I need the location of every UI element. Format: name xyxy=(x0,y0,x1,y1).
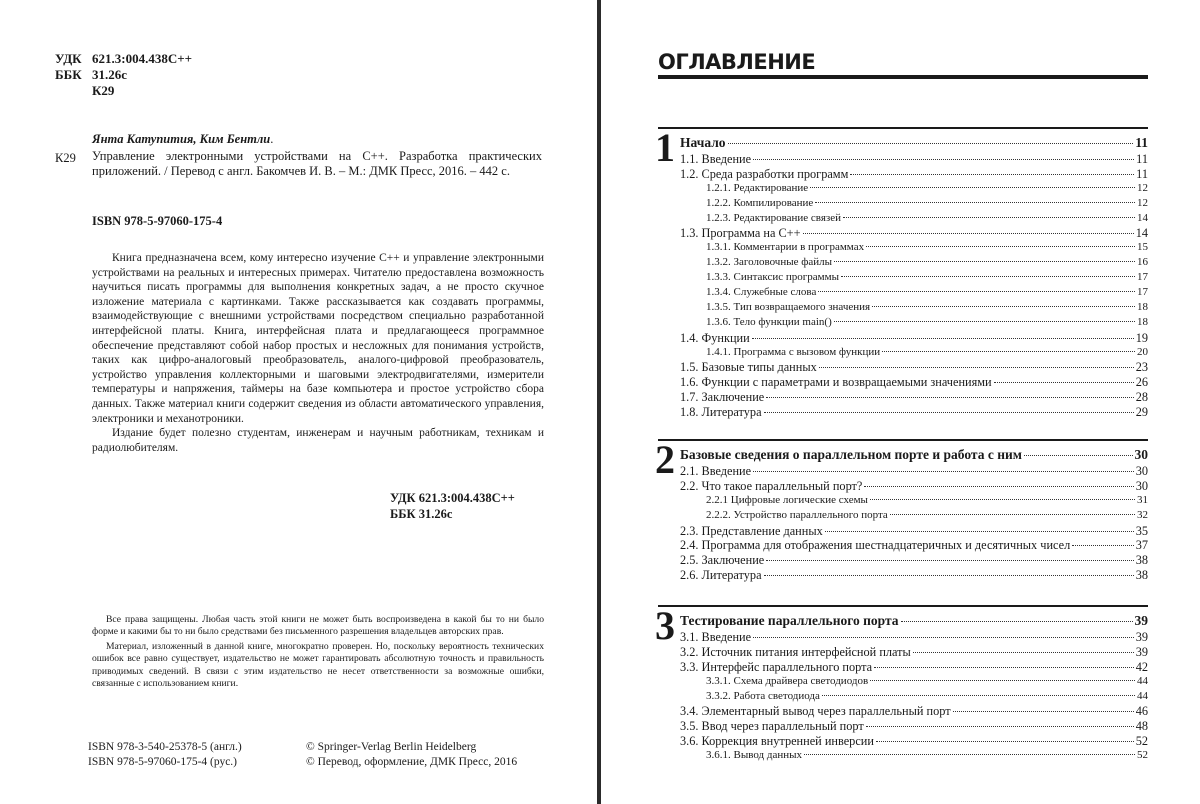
udk-bottom: УДК 621.3:004.438C++ xyxy=(390,491,515,505)
toc-entry[interactable] xyxy=(680,538,1148,553)
toc-entry-page: 20 xyxy=(1137,345,1148,358)
classification-block xyxy=(55,51,192,99)
toc-entry[interactable] xyxy=(680,135,1148,152)
toc-leader-dots xyxy=(874,667,1134,668)
toc-entry[interactable] xyxy=(680,316,1148,331)
toc-entry[interactable] xyxy=(680,613,1148,630)
toc-entry[interactable] xyxy=(680,660,1148,675)
abstract-paragraph: Издание будет полезно студентам, инженерам и научным работникам, техникам и радиолюбителям. xyxy=(92,427,544,454)
toc-entry-title: 1.6. Функции с параметрами и возвращаемыми значениями xyxy=(680,375,992,390)
toc-entry[interactable] xyxy=(680,479,1148,494)
toc-entry-page: 17 xyxy=(1137,271,1148,284)
toc-entry[interactable] xyxy=(680,553,1148,568)
toc-entry-page: 26 xyxy=(1135,375,1148,390)
toc-leader-dots xyxy=(764,412,1134,413)
toc-entry-page: 14 xyxy=(1135,226,1148,241)
authors-end: . xyxy=(270,132,274,146)
toc-entry-page: 18 xyxy=(1137,300,1148,313)
toc-entry[interactable] xyxy=(680,675,1148,690)
toc-entry-page: 17 xyxy=(1137,286,1148,299)
toc-entry-page: 11 xyxy=(1136,166,1148,181)
toc-leader-dots xyxy=(803,233,1134,234)
classification-value: 621.3:004.438C++ xyxy=(92,51,193,66)
toc-entry-title: Базовые сведения о параллельном порте и работа с ним xyxy=(680,447,1022,462)
toc-leader-dots xyxy=(1024,455,1133,456)
abstract xyxy=(92,251,544,455)
copyright-original: © Springer-Verlag Berlin Heidelberg xyxy=(306,741,477,753)
toc-entry[interactable] xyxy=(680,226,1148,241)
toc-entry[interactable] xyxy=(680,568,1148,583)
toc-entry-title: 1.3.6. Тело функции main() xyxy=(706,315,832,328)
toc-entry-page: 38 xyxy=(1135,553,1148,568)
toc-leader-dots xyxy=(913,652,1134,653)
classification-row xyxy=(55,67,192,83)
book-spine xyxy=(597,0,601,804)
toc-entry-title: 1.5. Базовые типы данных xyxy=(680,360,817,375)
toc-entry[interactable] xyxy=(680,286,1148,301)
toc-entry-title: 3.3.1. Схема драйвера светодиодов xyxy=(706,674,869,687)
toc-leader-dots xyxy=(752,338,1134,339)
toc-entry-title: 1.3.1. Комментарии в программах xyxy=(706,241,865,254)
toc-entry[interactable] xyxy=(680,464,1148,479)
toc-entry-title: 1.2.2. Компилирование xyxy=(706,196,814,209)
toc-entry[interactable] xyxy=(680,241,1148,256)
toc-entry-title: 2.3. Представление данных xyxy=(680,523,823,538)
toc-leader-dots xyxy=(901,621,1133,622)
toc-entry[interactable] xyxy=(680,509,1148,524)
toc-entry[interactable] xyxy=(680,182,1148,197)
toc-entry-title: 1.3.2. Заголовочные файлы xyxy=(706,256,833,269)
toc-leader-dots xyxy=(818,291,1135,292)
classification-value: К29 xyxy=(92,83,115,98)
toc-entry-title: 3.4. Элементарный вывод через параллельный порт xyxy=(680,704,951,719)
toc-leader-dots xyxy=(882,351,1135,352)
toc-entry-page: 11 xyxy=(1135,135,1148,150)
toc-entry[interactable] xyxy=(680,346,1148,361)
toc-leader-dots xyxy=(870,499,1135,500)
toc-leader-dots xyxy=(815,202,1135,203)
toc-entry-title: 2.5. Заключение xyxy=(680,553,765,568)
toc-leader-dots xyxy=(764,575,1134,576)
toc-entry-title: 3.1. Введение xyxy=(680,630,752,644)
toc-entry-title: 1.3.4. Служебные слова xyxy=(706,286,817,299)
toc-entry[interactable] xyxy=(680,524,1148,539)
toc-entry[interactable] xyxy=(680,375,1148,390)
chapter-number: 2 xyxy=(655,437,675,482)
toc-entry[interactable] xyxy=(680,704,1148,719)
toc-entry-title: 1.7. Заключение xyxy=(680,390,765,405)
toc-leader-dots xyxy=(825,531,1134,532)
toc-entry[interactable] xyxy=(680,301,1148,316)
toc-leader-dots xyxy=(753,637,1134,638)
toc-entry-title: 3.6.1. Вывод данных xyxy=(706,749,803,762)
toc-entry[interactable] xyxy=(680,360,1148,375)
toc-leader-dots xyxy=(872,306,1135,307)
isbn-list xyxy=(88,740,242,770)
classification-code xyxy=(55,83,92,99)
chapter-number: 1 xyxy=(655,125,675,170)
toc-chapter xyxy=(655,603,1148,764)
toc-entry-page: 48 xyxy=(1135,719,1148,734)
toc-entry-page: 30 xyxy=(1135,478,1148,493)
toc-entry-title: 2.6. Литература xyxy=(680,568,762,583)
chapter-number: 3 xyxy=(655,603,675,648)
rights-paragraph: Все права защищены. Любая часть этой книги не может быть воспроизведена в какой бы то ни было форме и какими бы то ни было средствами без письменного разрешения владельцев авторских прав. xyxy=(92,614,544,638)
toc-entry-title: 1.3.3. Синтаксис программы xyxy=(706,271,839,284)
toc-entry[interactable] xyxy=(680,331,1148,346)
toc-entry-title: 3.3.2. Работа светодиода xyxy=(706,689,820,702)
toc-leader-dots xyxy=(890,514,1135,515)
toc-leader-dots xyxy=(766,397,1133,398)
toc-entry-page: 38 xyxy=(1135,568,1148,583)
toc-entry-page: 39 xyxy=(1135,644,1148,659)
toc-entry-page: 39 xyxy=(1135,630,1148,644)
toc-entry[interactable] xyxy=(680,630,1148,645)
toc-entry[interactable] xyxy=(680,390,1148,405)
toc-entry[interactable] xyxy=(680,405,1148,420)
toc-entry[interactable] xyxy=(680,167,1148,182)
toc-entry-page: 35 xyxy=(1135,523,1148,538)
toc-entry[interactable] xyxy=(680,749,1148,764)
toc-entry[interactable] xyxy=(680,212,1148,227)
toc-entry-title: 1.3. Программа на C++ xyxy=(680,226,801,241)
toc-entry-page: 18 xyxy=(1137,315,1148,328)
toc-entry-title: Тестирование параллельного порта xyxy=(680,613,899,628)
left-page xyxy=(0,0,598,804)
toc-entry-page: 44 xyxy=(1137,674,1148,687)
rights-notice xyxy=(92,614,544,692)
classification-row xyxy=(55,51,192,67)
title-rule xyxy=(658,75,1148,79)
isbn-main: ISBN 978-5-97060-175-4 xyxy=(92,214,223,228)
toc-entry-page: 23 xyxy=(1135,360,1148,375)
toc-entry-page: 39 xyxy=(1134,613,1148,628)
toc-entry-page: 44 xyxy=(1137,689,1148,702)
authors xyxy=(92,132,273,147)
toc-leader-dots xyxy=(834,261,1135,262)
toc-leader-dots xyxy=(876,741,1134,742)
toc-entry[interactable] xyxy=(680,197,1148,212)
toc-entry-page: 52 xyxy=(1137,749,1148,762)
toc-entry-title: 2.2.1 Цифровые логические схемы xyxy=(706,493,868,506)
toc-entry-page: 52 xyxy=(1135,734,1148,749)
copyright-translation: © Перевод, оформление, ДМК Пресс, 2016 xyxy=(306,756,518,768)
rights-paragraph: Материал, изложенный в данной книге, многократно проверен. Но, поскольку вероятность технических ошибок все равно существует, издательство не может гарантировать абсолютную точность и правильность приводимых сведений. В связи с этим издательство не несет ответственности за возможные ошибки, связанные с использованием книги. xyxy=(92,640,544,690)
toc-leader-dots xyxy=(819,367,1134,368)
toc-entry-page: 32 xyxy=(1137,508,1148,521)
toc-leader-dots xyxy=(994,382,1134,383)
classification-code: УДК xyxy=(55,51,82,66)
toc-entry[interactable] xyxy=(680,256,1148,271)
toc-leader-dots xyxy=(870,680,1135,681)
toc-chapter xyxy=(655,125,1148,420)
toc-leader-dots xyxy=(843,217,1135,218)
toc-leader-dots xyxy=(866,726,1134,727)
copyright-list xyxy=(306,740,517,770)
toc-leader-dots xyxy=(850,174,1134,175)
toc-entry-page: 30 xyxy=(1135,464,1148,478)
toc-leader-dots xyxy=(804,754,1135,755)
toc-entry[interactable] xyxy=(680,690,1148,705)
classification-value: 31.26с xyxy=(92,67,128,82)
chapter-entries xyxy=(680,441,1148,583)
toc-entry-title: 3.6. Коррекция внутренней инверсии xyxy=(680,734,874,749)
toc-entry-title: 3.3. Интерфейс параллельного порта xyxy=(680,659,873,674)
classification-bottom xyxy=(390,490,515,522)
toc-entry-title: 1.2.1. Редактирование xyxy=(706,181,809,194)
toc-title: ОГЛАВЛЕНИЕ xyxy=(658,50,816,74)
toc-entry-title: 1.1. Введение xyxy=(680,152,752,166)
toc-leader-dots xyxy=(753,159,1134,160)
chapter-entries xyxy=(680,607,1148,764)
toc-leader-dots xyxy=(766,560,1133,561)
toc-leader-dots xyxy=(1072,545,1133,546)
toc-entry-title: 2.2. Что такое параллельный порт? xyxy=(680,478,863,493)
toc-entry-page: 42 xyxy=(1135,659,1148,674)
right-page xyxy=(602,0,1200,804)
toc-leader-dots xyxy=(753,471,1134,472)
author-mark: К29 xyxy=(55,151,76,165)
bibliographic-description: Управление электронными устройствами на C++. Разработка практических приложений. / Перевод с англ. Бакомчев И. В. – М.: ДМК Пресс, 2016. – 442 с. xyxy=(92,149,542,178)
toc-entry-title: 1.8. Литература xyxy=(680,405,762,420)
toc-entry-title: 1.2.3. Редактирование связей xyxy=(706,211,842,224)
bbk-bottom: ББК 31.26с xyxy=(390,507,453,521)
toc-entry-title: 1.2. Среда разработки программ xyxy=(680,166,849,181)
classification-code: ББК xyxy=(55,67,82,82)
toc-chapter xyxy=(655,437,1148,583)
toc-entry[interactable] xyxy=(680,447,1148,464)
authors-names: Янта Катупития, Ким Бентли xyxy=(92,132,271,146)
toc-entry[interactable] xyxy=(680,645,1148,660)
toc-entry-title: 1.4. Функции xyxy=(680,330,750,345)
toc-entry-title: 1.4.1. Программа с вызовом функции xyxy=(706,345,881,358)
toc-entry-page: 15 xyxy=(1137,241,1148,254)
toc-entry-title: 2.2.2. Устройство параллельного порта xyxy=(706,508,888,521)
isbn-russian: ISBN 978-5-97060-175-4 (рус.) xyxy=(88,756,238,768)
chapter-entries xyxy=(680,129,1148,420)
toc-entry-page: 12 xyxy=(1137,181,1148,194)
toc-entry-page: 11 xyxy=(1136,152,1148,166)
classification-row xyxy=(55,83,192,99)
toc-entry-page: 46 xyxy=(1135,704,1148,719)
toc-leader-dots xyxy=(864,486,1133,487)
toc-leader-dots xyxy=(834,321,1135,322)
toc-leader-dots xyxy=(822,695,1135,696)
toc-entry-title: 2.4. Программа для отображения шестнадцатеричных и десятичных чисел xyxy=(680,538,1071,553)
toc-entry-title: Начало xyxy=(680,135,726,150)
toc-entry-page: 19 xyxy=(1135,330,1148,345)
toc-entry-page: 37 xyxy=(1135,538,1148,553)
toc-leader-dots xyxy=(728,143,1134,144)
toc-entry[interactable] xyxy=(680,719,1148,734)
toc-entry[interactable] xyxy=(680,494,1148,509)
toc-entry-page: 30 xyxy=(1134,447,1148,462)
toc-leader-dots xyxy=(810,187,1135,188)
toc-entry[interactable] xyxy=(680,152,1148,167)
toc-leader-dots xyxy=(953,711,1134,712)
toc-entry-page: 16 xyxy=(1137,256,1148,269)
toc-entry-title: 2.1. Введение xyxy=(680,464,752,478)
toc-entry-title: 3.5. Ввод через параллельный порт xyxy=(680,719,864,734)
isbn-english: ISBN 978-3-540-25378-5 (англ.) xyxy=(88,741,242,753)
toc-entry-page: 14 xyxy=(1137,211,1148,224)
toc-entry[interactable] xyxy=(680,271,1148,286)
toc-entry[interactable] xyxy=(680,734,1148,749)
toc-entry-page: 31 xyxy=(1137,493,1148,506)
abstract-paragraph: Книга предназначена всем, кому интересно изучение C++ и управление электронными устройствами на реальных и интересных примерах. Читателю предоставлена возможность научиться писать программы для выполнения конкретных задач, а не просто скучное изложение материала с картинками. Также рассказывается как создавать программы, взаимодействующие с внешними устройствами посредством специально разработанной интерфейсной платы. Книга, интерфейсная плата и предлагающееся программное обеспечение представляют собой набор простых и несложных для понимания устройств, таких как цифро-аналоговый преобразователь, аналого-цифровой преобразователь, устройство управления коллекторными и шаговыми электродвигателями, измерители температуры и напряжения, таймеры на базе компьютера и простое устройство сбора данных. Также материал книги содержит сведения из области автоматического управления, электроники и механотроники. xyxy=(92,252,544,425)
toc-entry-page: 12 xyxy=(1137,196,1148,209)
toc-entry-page: 28 xyxy=(1135,390,1148,405)
toc-entry-page: 29 xyxy=(1135,405,1148,420)
toc-entry-title: 1.3.5. Тип возвращаемого значения xyxy=(706,300,871,313)
toc-entry-title: 3.2. Источник питания интерфейсной платы xyxy=(680,644,911,659)
toc-leader-dots xyxy=(841,276,1135,277)
toc-leader-dots xyxy=(866,246,1135,247)
